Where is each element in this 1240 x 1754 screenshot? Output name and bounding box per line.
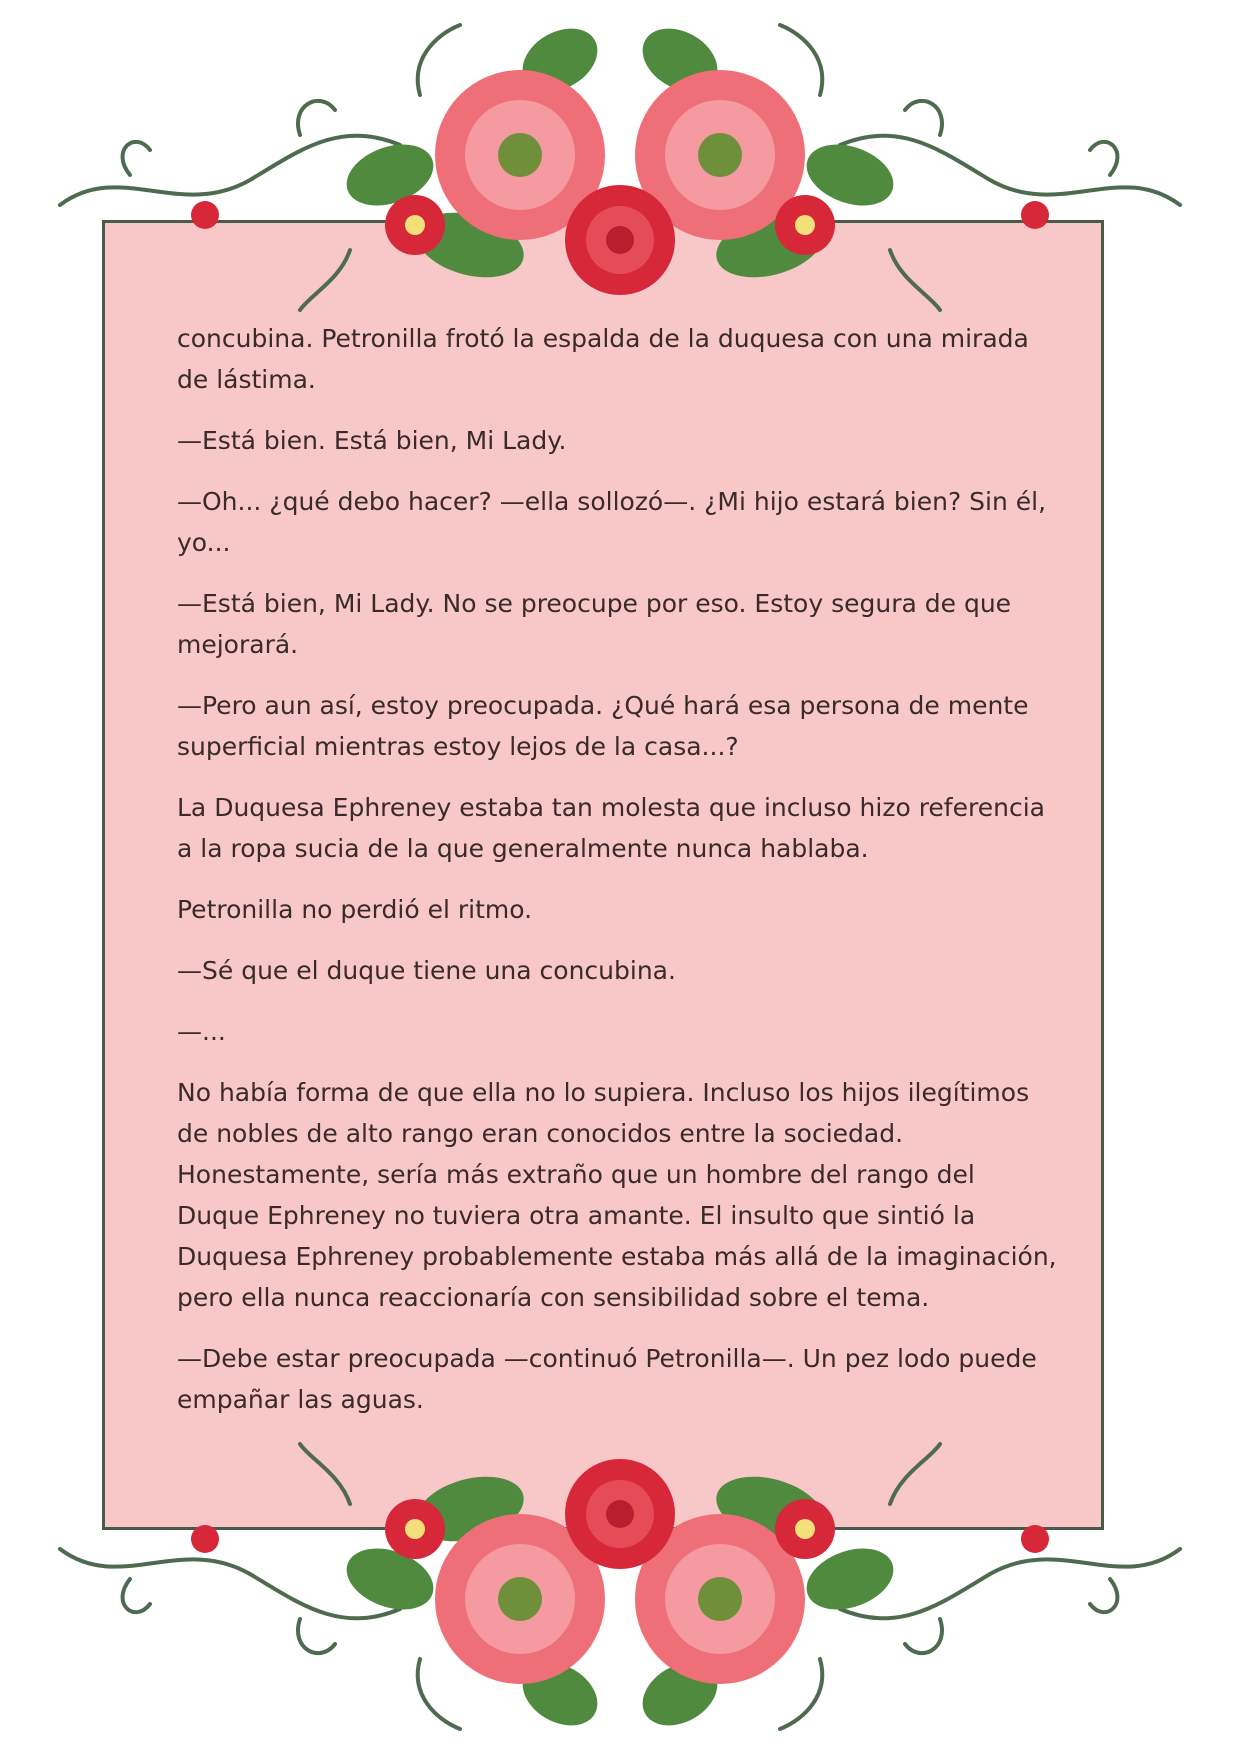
paragraph-11: —Debe estar preocupada —continuó Petronilla—. Un pez lodo puede empañar las aguas.: [177, 1344, 1037, 1414]
paragraph-9: —...: [177, 1017, 226, 1046]
bottom-floral-ornament-icon: [0, 1414, 1240, 1754]
paragraph-8: —Sé que el duque tiene una concubina.: [177, 956, 676, 985]
paragraph-10: No había forma de que ella no lo supiera. Incluso los hijos ilegítimos de nobles de alto rango eran conocidos entre la sociedad. Honestamente, sería más extraño que un hombre del rango del Duque Ephreney no tuviera otra amante. El insulto que sintió la Duquesa Ephreney probablemente estaba más allá de la imaginación, pero ella nunca reaccionaría con sensibilidad sobre el tema.: [177, 1078, 1057, 1312]
paragraph-7: Petronilla no perdió el ritmo.: [177, 895, 533, 924]
paragraph-5: —Pero aun así, estoy preocupada. ¿Qué hará esa persona de mente superficial mientras estoy lejos de la casa...?: [177, 691, 1029, 761]
paragraph-2: —Está bien. Está bien, Mi Lady.: [177, 426, 567, 455]
paragraph-6: La Duquesa Ephreney estaba tan molesta que incluso hizo referencia a la ropa sucia de la que generalmente nunca hablaba.: [177, 793, 1045, 863]
story-text: [177, 318, 1057, 1440]
paragraph-1: concubina. Petronilla frotó la espalda de la duquesa con una mirada de lástima.: [177, 324, 1029, 394]
paragraph-3: —Oh... ¿qué debo hacer? —ella sollozó—. ¿Mi hijo estará bien? Sin él, yo...: [177, 487, 1047, 557]
top-floral-ornament-icon: [0, 0, 1240, 340]
paragraph-4: —Está bien, Mi Lady. No se preocupe por eso. Estoy segura de que mejorará.: [177, 589, 1012, 659]
